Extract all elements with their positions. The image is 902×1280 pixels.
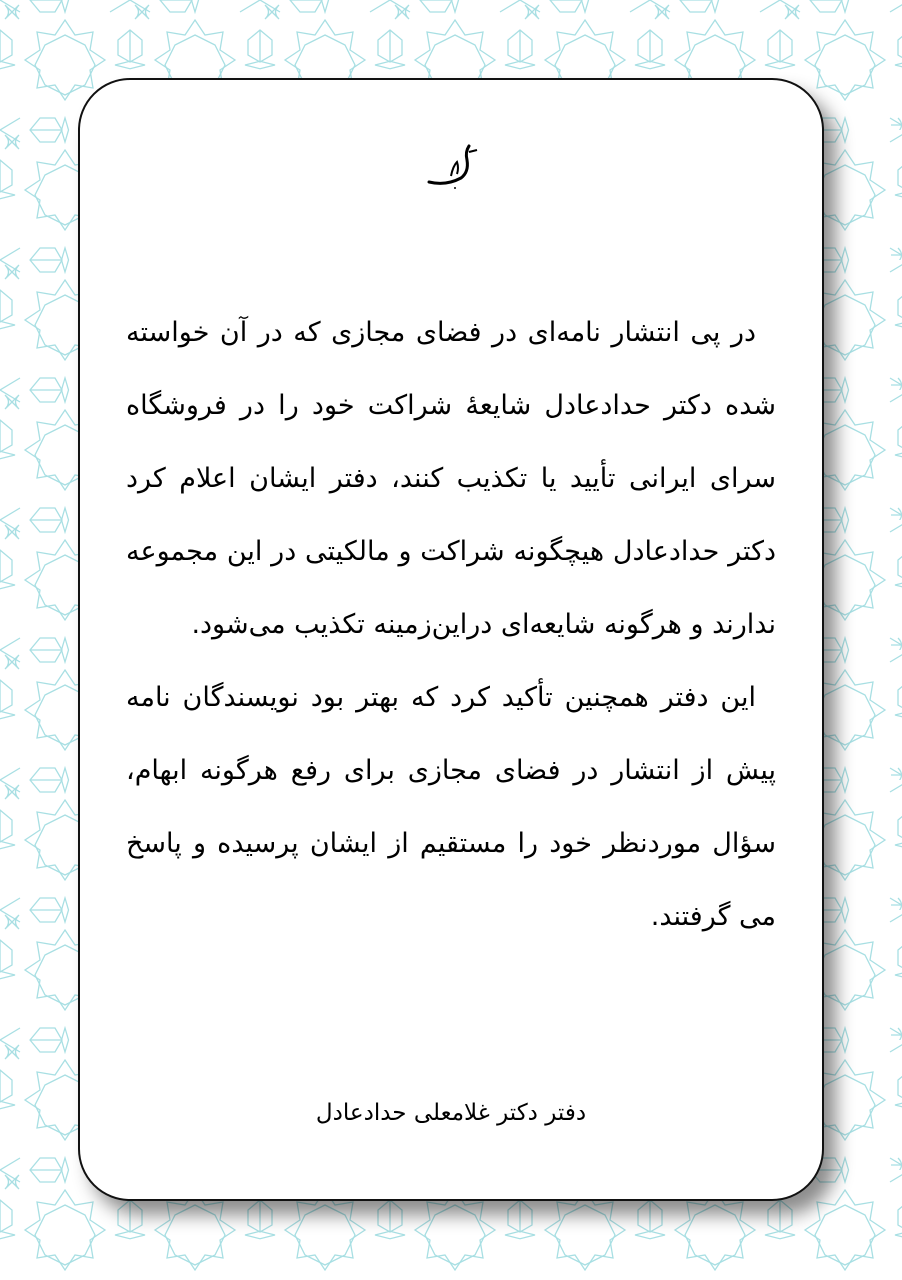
office-signature: دفتر دکتر غلامعلی حدادعادل xyxy=(315,1100,587,1126)
statement-card xyxy=(78,78,824,1201)
statement-body xyxy=(126,296,776,953)
basmala-calligraphy xyxy=(80,142,822,202)
paragraph-2: این دفتر همچنین تأکید کرد که بهتر بود نویسندگان نامه پیش از انتشار در فضای مجازی برای رفع هرگونه ابهام، سؤال موردنظر خود را مستقیم از ایشان پرسیده و پاسخ می گرفتند. xyxy=(126,682,776,932)
calligraphy-icon xyxy=(421,142,481,192)
paragraph-1: در پی انتشار نامه‌ای در فضای مجازی که در آن خواسته شده دکتر حدادعادل شایعهٔ شراکت خود را در فروشگاه سرای ایرانی تأیید یا تکذیب کنند، دفتر ایشان اعلام کرد دکتر حدادعادل هیچگونه شراکت و مالکیتی در این مجموعه ندارند و هرگونه شایعه‌ای دراین‌زمینه تکذیب می‌شود. xyxy=(126,317,776,640)
